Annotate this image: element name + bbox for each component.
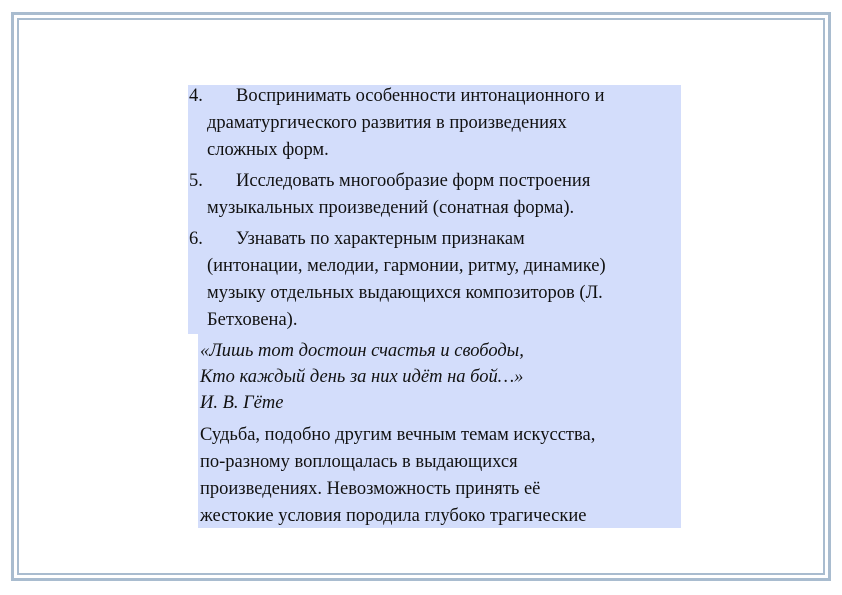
epigraph-line: Кто каждый день за них идёт на бой…»: [200, 367, 524, 387]
list-line: Бетховена).: [207, 310, 298, 330]
list-line: Узнавать по характерным признакам: [236, 229, 525, 249]
paragraph-line: произведениях. Невозможность принять её: [200, 479, 541, 499]
paragraph-line: жестокие условия породила глубоко трагические: [200, 506, 587, 526]
epigraph-author: И. В. Гёте: [200, 393, 284, 413]
list-number: 6.: [189, 229, 203, 249]
list-line: Воспринимать особенности интонационного и: [236, 86, 605, 106]
list-line: драматургического развития в произведениях: [207, 113, 567, 133]
list-number: 4.: [189, 86, 203, 106]
list-line: музыку отдельных выдающихся композиторов (Л.: [207, 283, 603, 303]
epigraph-line: «Лишь тот достоин счастья и свободы,: [200, 341, 524, 361]
list-line: Исследовать многообразие форм построения: [236, 171, 591, 191]
list-line: музыкальных произведений (сонатная форма).: [207, 198, 575, 218]
list-number: 5.: [189, 171, 203, 191]
paragraph-line: по-разному воплощалась в выдающихся: [200, 452, 518, 472]
list-line: (интонации, мелодии, гармонии, ритму, динамике): [207, 256, 606, 276]
paragraph-line: Судьба, подобно другим вечным темам искусства,: [200, 425, 596, 445]
list-line: сложных форм.: [207, 140, 329, 160]
